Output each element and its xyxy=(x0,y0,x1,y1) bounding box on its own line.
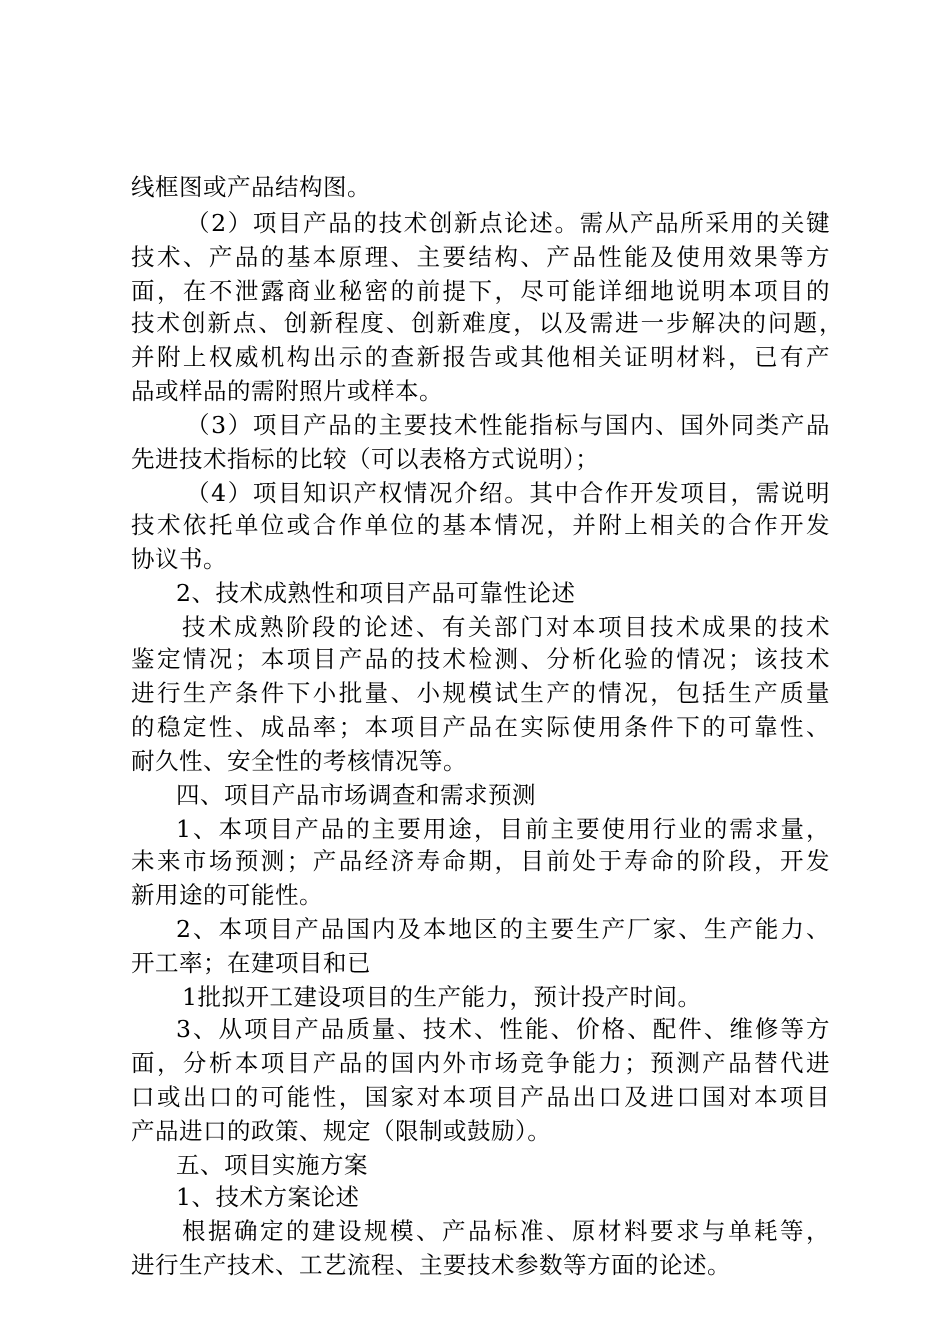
text-line: 口或出口的可能性，国家对本项目产品出口及进口国对本项目 xyxy=(131,1083,830,1111)
text-line: 进行生产条件下小批量、小规模试生产的情况，包括生产质量 xyxy=(131,679,830,707)
text-line: 鉴定情况；本项目产品的技术检测、分析化验的情况；该技术 xyxy=(131,645,830,673)
text-line: 技术创新点、创新程度、创新难度，以及需进一步解决的问题， xyxy=(131,309,843,337)
text-line: 1批拟开工建设项目的生产能力，预计投产时间。 xyxy=(182,983,702,1011)
text-line: 面，分析本项目产品的国内外市场竞争能力；预测产品替代进 xyxy=(131,1049,830,1077)
text-line: 协议书。 xyxy=(131,545,227,573)
text-line: （2）项目产品的技术创新点论述。需从产品所采用的关键 xyxy=(186,209,830,237)
text-line: （4）项目知识产权情况介绍。其中合作开发项目，需说明 xyxy=(186,479,830,507)
text-line: 新用途的可能性。 xyxy=(131,881,323,909)
text-line: 技术依托单位或合作单位的基本情况，并附上相关的合作开发 xyxy=(131,511,830,539)
text-line: 技术成熟阶段的论述、有关部门对本项目技术成果的技术 xyxy=(182,613,830,641)
text-line: 耐久性、安全性的考核情况等。 xyxy=(131,747,467,775)
text-line: 的稳定性、成品率；本项目产品在实际使用条件下的可靠性、 xyxy=(131,713,830,741)
text-line: 未来市场预测；产品经济寿命期，目前处于寿命的阶段，开发 xyxy=(131,847,830,875)
section-heading: 五、项目实施方案 xyxy=(176,1151,368,1179)
section-heading: 1、技术方案论述 xyxy=(176,1183,360,1211)
text-line: 面，在不泄露商业秘密的前提下，尽可能详细地说明本项目的 xyxy=(131,277,830,305)
text-line: 开工率；在建项目和已 xyxy=(131,949,371,977)
text-line: 进行生产技术、工艺流程、主要技术参数等方面的论述。 xyxy=(131,1251,731,1279)
text-line: 线框图或产品结构图。 xyxy=(131,173,371,201)
text-line: 品或样品的需附照片或样本。 xyxy=(131,377,443,405)
text-line: 并附上权威机构出示的查新报告或其他相关证明材料，已有产 xyxy=(131,343,830,371)
text-line: 3、从项目产品质量、技术、性能、价格、配件、维修等方 xyxy=(176,1015,830,1043)
text-line: 先进技术指标的比较（可以表格方式说明）； xyxy=(131,445,600,473)
section-heading: 四、项目产品市场调查和需求预测 xyxy=(176,781,536,809)
text-line: （3）项目产品的主要技术性能指标与国内、国外同类产品 xyxy=(186,411,830,439)
text-line: 技术、产品的基本原理、主要结构、产品性能及使用效果等方 xyxy=(131,243,830,271)
text-line: 产品进口的政策、规定（限制或鼓励）。 xyxy=(131,1117,552,1145)
text-line: 2、本项目产品国内及本地区的主要生产厂家、生产能力、 xyxy=(176,915,830,943)
text-line: 根据确定的建设规模、产品标准、原材料要求与单耗等， xyxy=(182,1217,830,1245)
section-heading: 2、技术成熟性和项目产品可靠性论述 xyxy=(176,579,576,607)
text-line: 1、本项目产品的主要用途，目前主要使用行业的需求量， xyxy=(176,815,830,843)
